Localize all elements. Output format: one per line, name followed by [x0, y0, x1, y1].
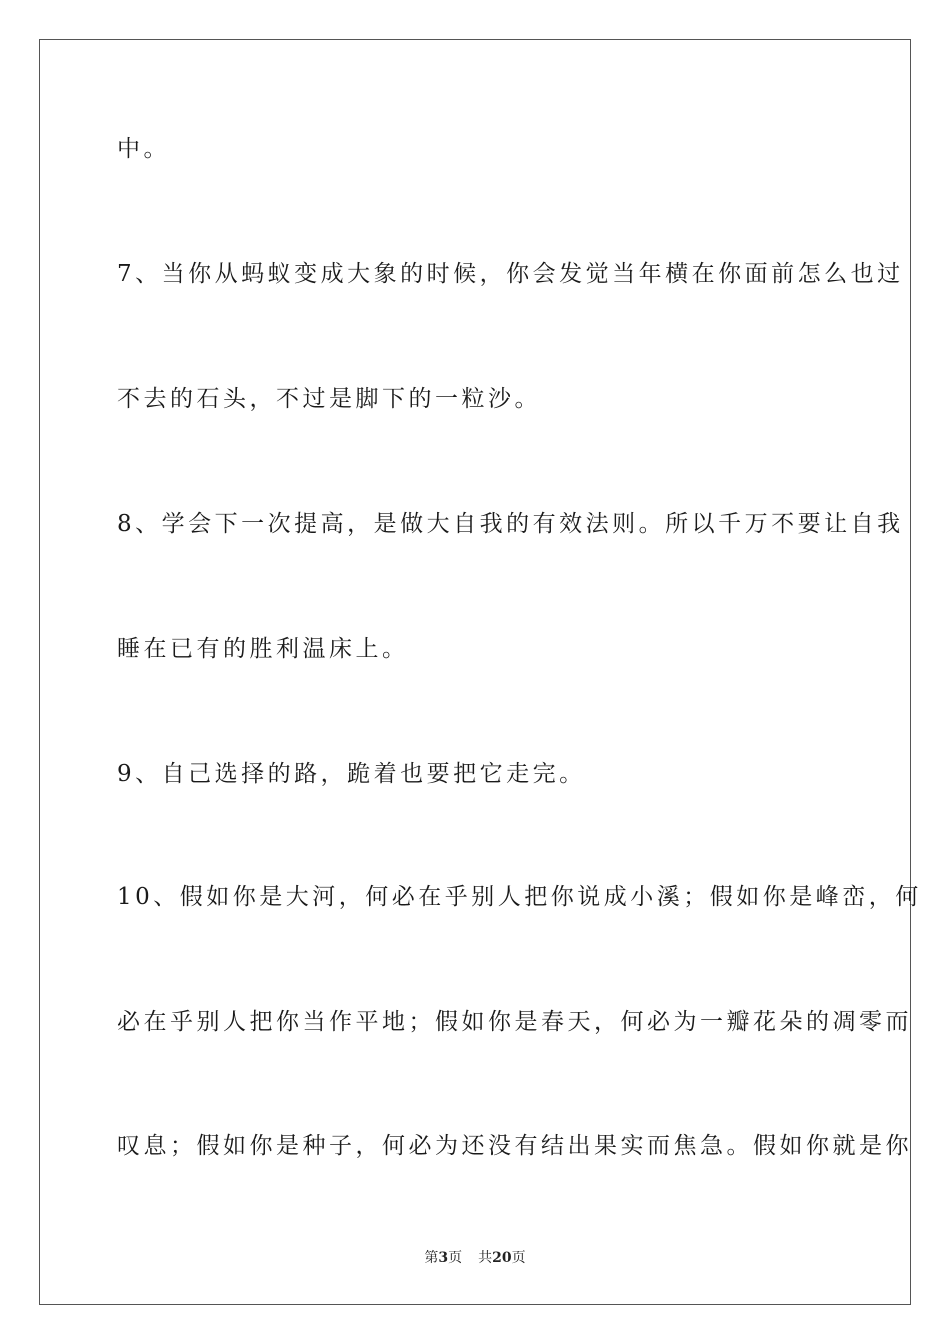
text-line-8: 必在乎别人把你当作平地；假如你是春天，何必为一瓣花朵的凋零而: [117, 1009, 912, 1035]
total-suffix: 页: [511, 1250, 526, 1266]
page-border: [39, 39, 911, 1305]
page-number: 3: [438, 1250, 449, 1266]
text-line-4: 8、学会下一次提高，是做大自我的有效法则。所以千万不要让自我: [117, 511, 904, 537]
text-line-6: 9、自己选择的路，跪着也要把它走完。: [117, 761, 586, 787]
text-line-2: 7、当你从蚂蚁变成大象的时候，你会发觉当年横在你面前怎么也过: [117, 261, 904, 287]
page-suffix: 页: [448, 1250, 463, 1266]
text-line-3: 不去的石头，不过是脚下的一粒沙。: [117, 386, 541, 412]
page-prefix: 第: [424, 1250, 439, 1266]
text-line-9: 叹息；假如你是种子，何必为还没有结出果实而焦急。假如你就是你: [117, 1133, 912, 1159]
total-pages: 20: [492, 1250, 512, 1266]
text-line-1: 中。: [117, 136, 170, 162]
text-line-7: 10、假如你是大河，何必在乎别人把你说成小溪；假如你是峰峦，何: [117, 884, 922, 910]
page-footer: [0, 1247, 950, 1267]
total-prefix: 共: [478, 1250, 493, 1266]
text-line-5: 睡在已有的胜利温床上。: [117, 636, 409, 662]
